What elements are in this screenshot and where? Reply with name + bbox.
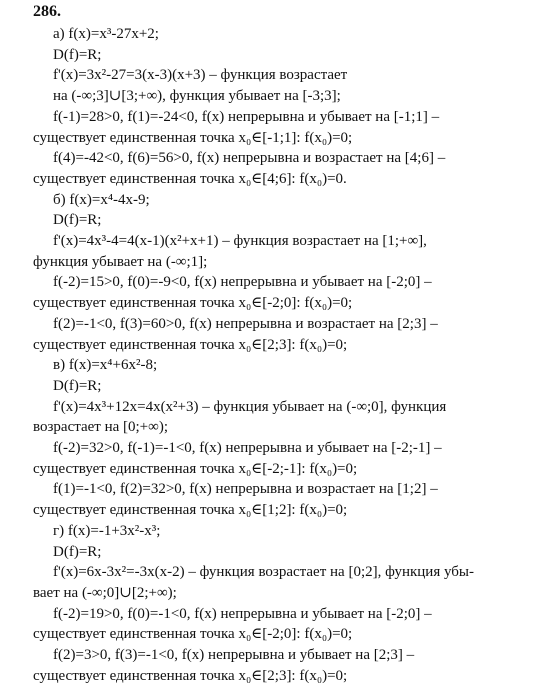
text-line: г) f(x)=-1+3x²-x³; bbox=[53, 522, 161, 539]
text-line: существует единственная точка x₀∈[2;3]: f(x₀)=0; bbox=[33, 667, 348, 684]
text-line: f(2)=3>0, f(3)=-1<0, f(x) непрерывна и убывает на [2;3] – bbox=[53, 647, 415, 664]
solution-text bbox=[33, 24, 543, 687]
text-line: существует единственная точка x₀∈[2;3]: f(x₀)=0; bbox=[33, 336, 348, 353]
text-line: возрастает на [0;+∞); bbox=[33, 419, 168, 436]
text-line: на (-∞;3]∪[3;+∞), функция убывает на [-3;3]; bbox=[53, 88, 341, 105]
text-line: функция убывает на (-∞;1]; bbox=[33, 253, 208, 270]
text-line: D(f)=R; bbox=[53, 377, 102, 394]
text-line: б) f(x)=x⁴-4x-9; bbox=[53, 191, 150, 208]
text-line: а) f(x)=x³-27x+2; bbox=[53, 26, 159, 42]
text-line: существует единственная точка x₀∈[-2;-1]: f(x₀)=0; bbox=[33, 460, 358, 477]
text-line: D(f)=R; bbox=[53, 212, 102, 229]
text-line: существует единственная точка x₀∈[-1;1]: f(x₀)=0; bbox=[33, 129, 353, 146]
text-line: f(-2)=19>0, f(0)=-1<0, f(x) непрерывна и убывает на [-2;0] – bbox=[53, 605, 432, 622]
text-line: существует единственная точка x₀∈[-2;0]: f(x₀)=0; bbox=[33, 626, 353, 643]
text-line: f'(x)=3x²-27=3(x-3)(x+3) – функция возрастает bbox=[53, 67, 348, 84]
text-line: существует единственная точка x₀∈[1;2]: f(x₀)=0; bbox=[33, 502, 348, 519]
text-line: f'(x)=4x³+12x=4x(x²+3) – функция убывает на (-∞;0], функция bbox=[53, 398, 447, 415]
text-line: f(1)=-1<0, f(2)=32>0, f(x) непрерывна и возрастает на [1;2] – bbox=[53, 481, 438, 498]
text-line: D(f)=R; bbox=[53, 46, 102, 63]
text-line: f(4)=-42<0, f(6)=56>0, f(x) непрерывна и возрастает на [4;6] – bbox=[53, 150, 446, 167]
text-line: D(f)=R; bbox=[53, 543, 102, 560]
text-line: в) f(x)=x⁴+6x²-8; bbox=[53, 357, 158, 374]
text-line: f(2)=-1<0, f(3)=60>0, f(x) непрерывна и возрастает на [2;3] – bbox=[53, 315, 438, 332]
text-line: существует единственная точка x₀∈[4;6]: f(x₀)=0. bbox=[33, 170, 347, 187]
text-line: вает на (-∞;0]∪[2;+∞); bbox=[33, 584, 177, 601]
text-line: f(-1)=28>0, f(1)=-24<0, f(x) непрерывна и убывает на [-1;1] – bbox=[53, 108, 440, 125]
text-line: f(-2)=15>0, f(0)=-9<0, f(x) непрерывна и убывает на [-2;0] – bbox=[53, 274, 432, 291]
problem-number: 286. bbox=[33, 3, 61, 20]
text-line: f(-2)=32>0, f(-1)=-1<0, f(x) непрерывна и убывает на [-2;-1] – bbox=[53, 440, 442, 457]
text-line: f'(x)=4x³-4=4(x-1)(x²+x+1) – функция возрастает на [1;+∞], bbox=[53, 233, 427, 250]
text-line: существует единственная точка x₀∈[-2;0]: f(x₀)=0; bbox=[33, 295, 353, 312]
text-line: f'(x)=6x-3x²=-3x(x-2) – функция возрастает на [0;2], функция убы- bbox=[53, 564, 474, 581]
